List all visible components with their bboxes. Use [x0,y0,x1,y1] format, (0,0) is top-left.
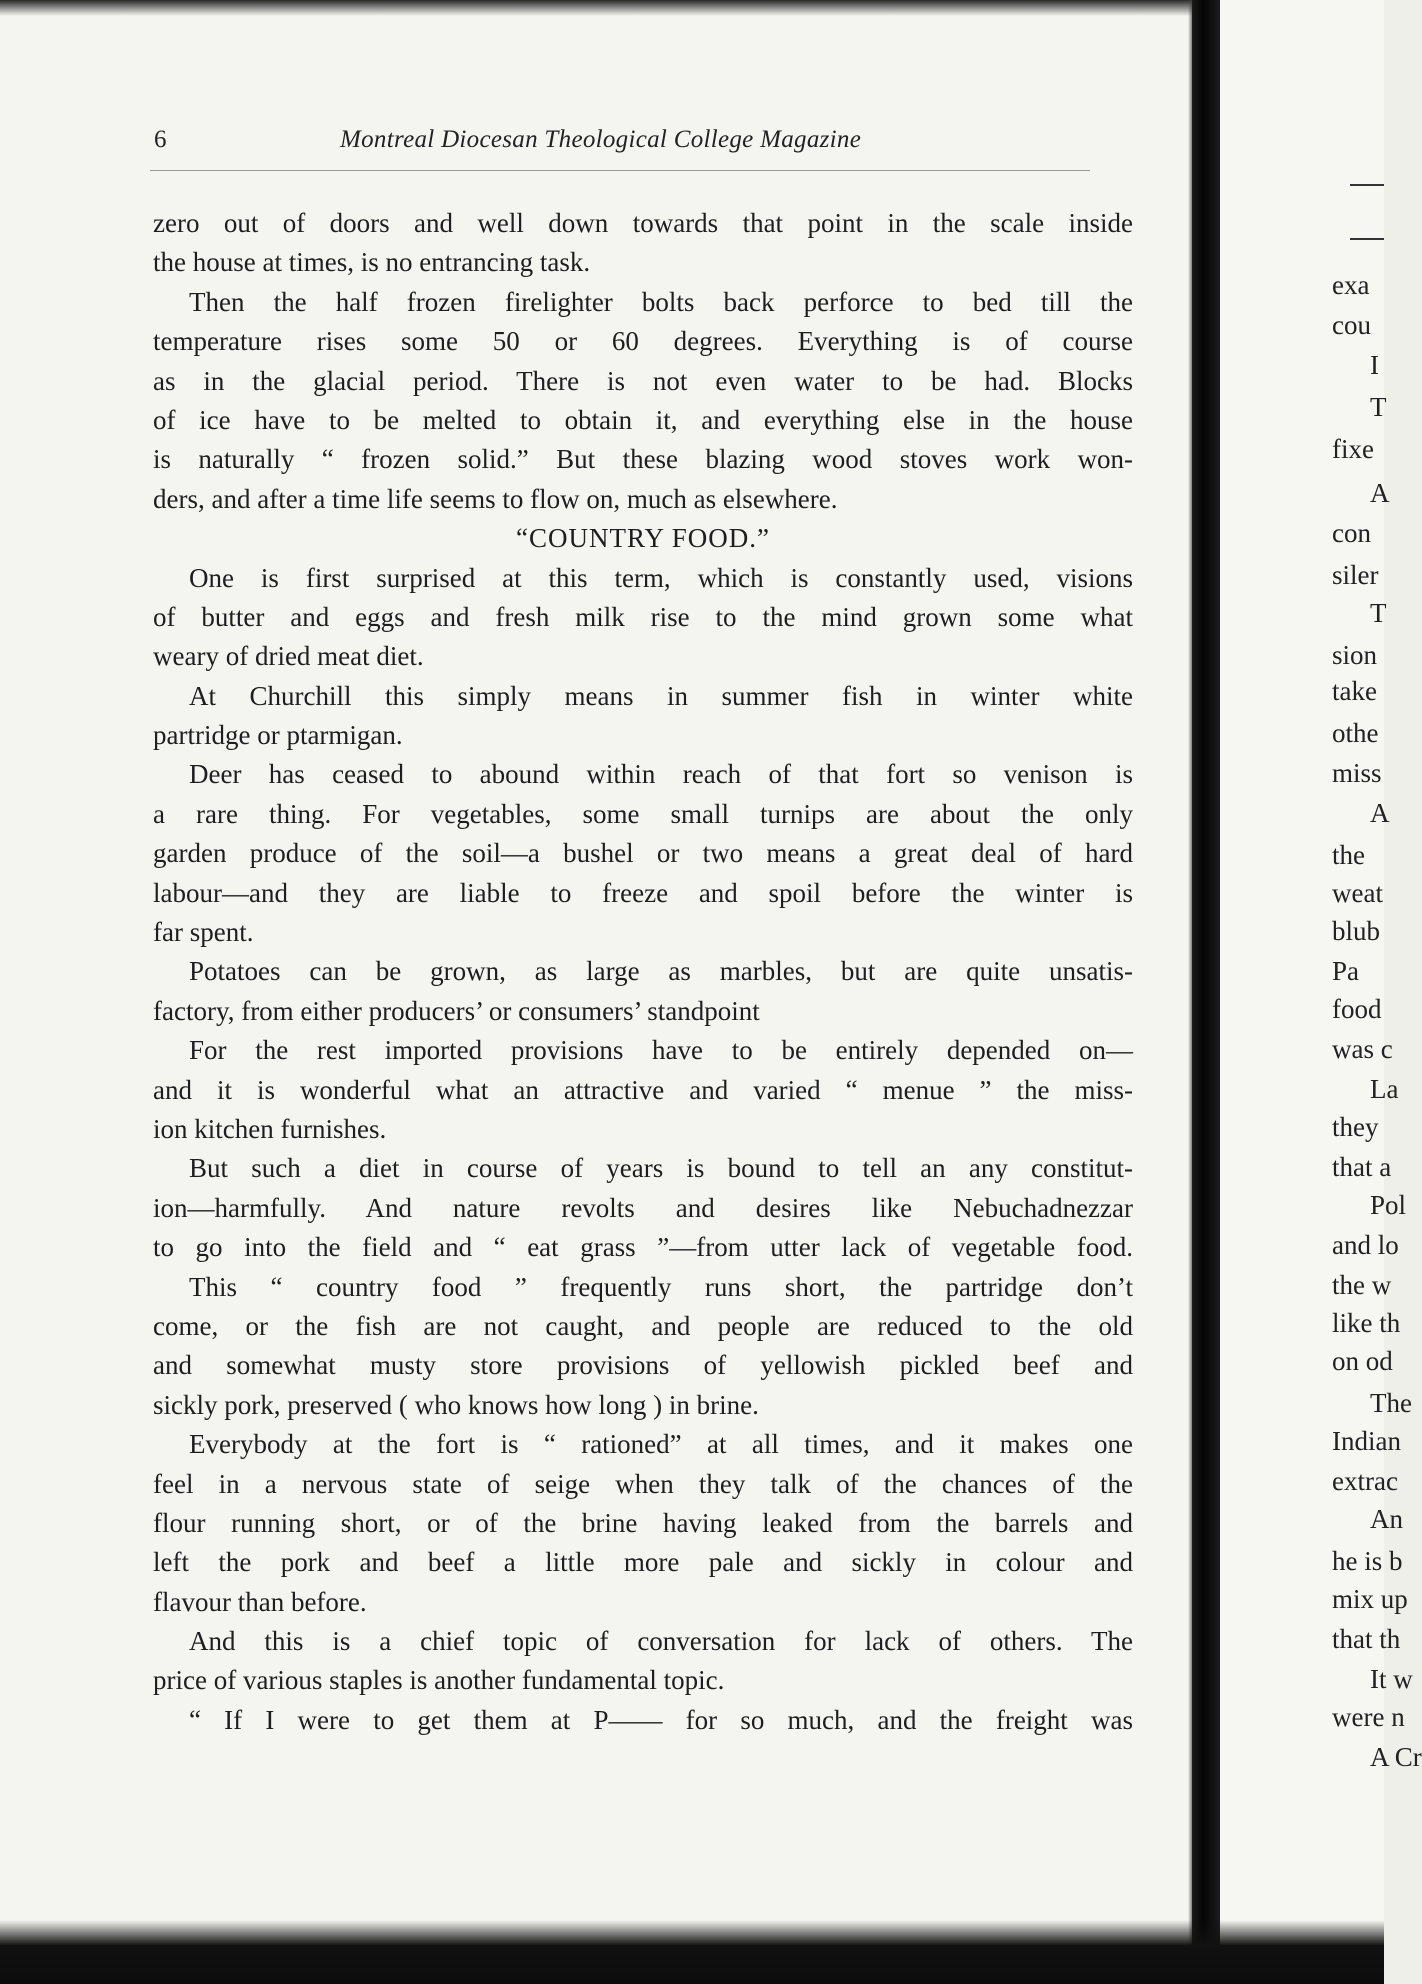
adjacent-page-fragment: T [1370,598,1387,628]
book-gutter [1192,0,1220,1984]
adjacent-page-fragment: that a [1332,1152,1392,1182]
text-line: flavour than before. [153,1586,367,1617]
article-body [153,204,1133,1740]
adjacent-page-fragment: and lo [1332,1230,1399,1260]
text-line: feel in a nervous state of seige when they talk of the chances of the [153,1468,1133,1499]
text-line: ders, and after a time life seems to flow on, much as elsewhere. [153,483,838,514]
adjacent-page-fragment: A [1370,798,1390,828]
text-line: come, or the fish are not caught, and people are reduced to the old [153,1310,1133,1341]
adjacent-page-fragment: sion [1332,640,1378,670]
text-line: zero out of doors and well down towards that point in the scale inside [153,208,1133,238]
text-line: a rare thing. For vegetables, some small turnips are about the only [153,798,1133,829]
adjacent-page-fragment: La [1370,1074,1399,1104]
adjacent-page-fragment: was c [1332,1034,1393,1064]
text-line: Everybody at the fort is “ rationed” at all times, and it makes one [189,1429,1133,1460]
text-line: At Churchill this simply means in summer fish in winter white [189,680,1133,711]
adjacent-page-fragment: weat [1332,878,1383,908]
text-line: One is first surprised at this term, which is constantly used, visions [189,562,1133,593]
text-line: temperature rises some 50 or 60 degrees. Everything is of course [153,326,1133,357]
adjacent-page-fragment: I [1370,350,1379,380]
text-line: garden produce of the soil—a bushel or two means a great deal of hard [153,838,1133,869]
text-line: as in the glacial period. There is not even water to be had. Blocks [153,365,1133,396]
text-line: And this is a chief topic of conversation for lack of others. The [189,1626,1133,1657]
text-line: “ If I were to get them at P—— for so much, and the freight was [189,1704,1133,1735]
header-rule [150,170,1090,171]
journal-title: Montreal Diocesan Theological College Magazine [340,126,862,153]
text-line: price of various staples is another fundamental topic. [153,1665,725,1696]
adjacent-page-text [1220,0,1422,1984]
adjacent-page-fragment: A [1370,478,1390,508]
text-line: labour—and they are liable to freeze and spoil before the winter is [153,877,1133,908]
adjacent-page-fragment: It w [1370,1664,1413,1694]
adjacent-page-fragment: extrac [1332,1466,1398,1496]
text-line: and it is wonderful what an attractive and varied “ menue ” the miss- [153,1074,1133,1105]
adjacent-page-fragment: con [1332,518,1371,548]
text-line: the house at times, is no entrancing task. [153,247,591,278]
top-scan-shadow [0,0,1384,16]
adjacent-page-fragment: they [1332,1112,1379,1142]
text-line: to go into the field and “ eat grass ”—from utter lack of vegetable food. [153,1232,1133,1263]
text-line: This “ country food ” frequently runs short, the partridge don’t [189,1271,1133,1302]
text-line: and somewhat musty store provisions of yellowish pickled beef and [153,1350,1133,1381]
text-line: left the pork and beef a little more pale and sickly in colour and [153,1547,1133,1578]
text-line: partridge or ptarmigan. [153,720,403,751]
adjacent-page-fragment: Indian [1332,1426,1401,1456]
adjacent-page-fragment: the w [1332,1270,1392,1300]
adjacent-page-fragment: food [1332,994,1382,1024]
adjacent-page-fragment: like th [1332,1308,1401,1338]
adjacent-page-fragment: othe [1332,718,1379,748]
adjacent-page [1220,0,1422,1984]
text-line: Potatoes can be grown, as large as marbles, but are quite unsatis- [189,956,1133,987]
page-number: 6 [154,126,167,153]
text-line: is naturally “ frozen solid.” But these blazing wood stoves work won- [153,444,1133,475]
adjacent-page-fragment: An [1370,1504,1403,1534]
text-line: of butter and eggs and fresh milk rise to the mind grown some what [153,601,1133,632]
adjacent-page-fragment: exa [1332,270,1370,300]
adjacent-page-fragment: cou [1332,310,1371,340]
adjacent-page-fragment: T [1370,392,1387,422]
running-head [150,126,1120,166]
adjacent-page-fragment: that th [1332,1624,1401,1654]
text-line: flour running short, or of the brine having leaked from the barrels and [153,1507,1133,1538]
section-heading: “COUNTRY FOOD.” [516,523,770,554]
text-line: Deer has ceased to abound within reach of that fort so venison is [189,759,1133,790]
adjacent-page-fragment: he is b [1332,1546,1403,1576]
adjacent-page-fragment: take [1332,676,1377,706]
adjacent-page-fragment: Pol [1370,1190,1407,1220]
text-line: Then the half frozen firelighter bolts back perforce to bed till the [189,286,1133,317]
adjacent-page-fragment: blub [1332,916,1381,946]
adjacent-page-fragment: on od [1332,1346,1393,1376]
text-line: far spent. [153,917,254,948]
bottom-scan-shadow [0,1920,1384,1984]
adjacent-page-fragment: fixe [1332,434,1374,464]
adjacent-page-fragment: miss [1332,758,1382,788]
text-line: For the rest imported provisions have to be entirely depended on— [189,1035,1133,1066]
adjacent-page-fragment: Pa [1332,956,1359,986]
adjacent-page-fragment: siler [1332,560,1379,590]
adjacent-page-fragment: A Cr [1370,1742,1422,1772]
text-line: But such a diet in course of years is bound to tell an any constitut- [189,1153,1133,1184]
text-line: ion kitchen furnishes. [153,1113,387,1144]
adjacent-page-fragment: The [1370,1388,1412,1418]
adjacent-page-fragment: mix up [1332,1584,1408,1614]
text-line: sickly pork, preserved ( who knows how long ) in brine. [153,1389,759,1420]
text-line: of ice have to be melted to obtain it, and everything else in the house [153,404,1133,435]
text-line: weary of dried meat diet. [153,641,424,672]
text-line: ion—harmfully. And nature revolts and desires like Nebuchadnezzar [153,1192,1133,1223]
text-line: factory, from either producers’ or consumers’ standpoint [153,995,760,1026]
adjacent-page-fragment: were n [1332,1702,1405,1732]
adjacent-page-fragment: the [1332,840,1365,870]
